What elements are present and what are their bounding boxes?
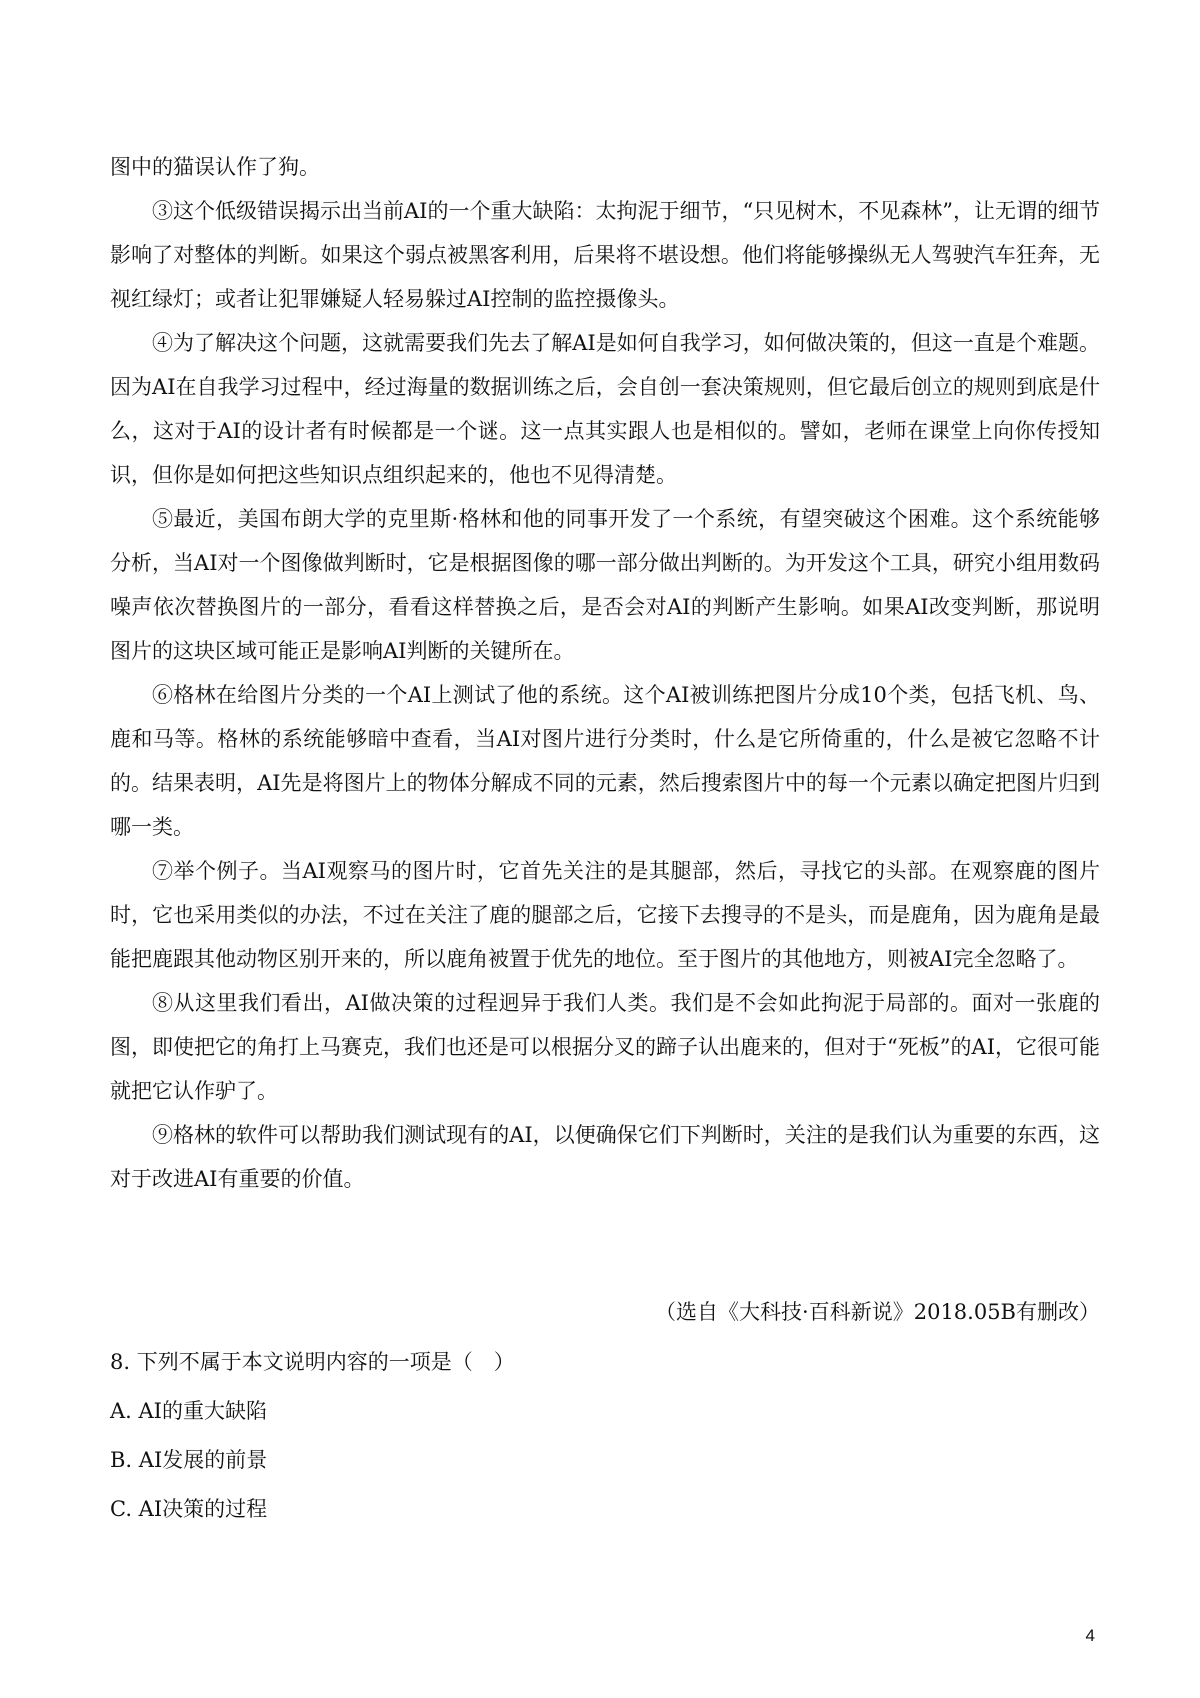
option-c[interactable]: C. AI决策的过程 [110, 1497, 268, 1521]
paragraph-3: ③这个低级错误揭示出当前AI的一个重大缺陷：太拘泥于细节，“只见树木，不见森林”，让无谓的细节影响了对整体的判断。如果这个弱点被黑客利用，后果将不堪设想。他们将能够操纵无人驾驶汽车狂奔，无视红绿灯；或者让犯罪嫌疑人轻易躲过AI控制的监控摄像头。 [110, 199, 1100, 311]
page-number: 4 [1085, 1626, 1095, 1645]
paragraph-4: ④为了解决这个问题，这就需要我们先去了解AI是如何自我学习，如何做决策的，但这一直是个难题。因为AI在自我学习过程中，经过海量的数据训练之后，会自创一套决策规则，但它最后创立的规则到底是什么，这对于AI的设计者有时候都是一个谜。这一点其实跟人也是相似的。譬如，老师在课堂上向你传授知识，但你是如何把这些知识点组织起来的，他也不见得清楚。 [110, 331, 1100, 487]
option-b[interactable]: B. AI发展的前景 [110, 1448, 268, 1472]
paragraph-9: ⑨格林的软件可以帮助我们测试现有的AI，以便确保它们下判断时，关注的是我们认为重要的东西，这对于改进AI有重要的价值。 [110, 1123, 1100, 1191]
source-citation: （选自《大科技·百科新说》2018.05B有删改） [655, 1300, 1100, 1324]
paragraph-6: ⑥格林在给图片分类的一个AI上测试了他的系统。这个AI被训练把图片分成10个类，包括飞机、鸟、鹿和马等。格林的系统能够暗中查看，当AI对图片进行分类时，什么是它所倚重的，什么是被它忽略不计的。结果表明，AI先是将图片上的物体分解成不同的元素，然后搜索图片中的每一个元素以确定把图片归到哪一类。 [110, 683, 1100, 839]
question-8 [110, 1338, 1100, 1534]
option-a[interactable]: A. AI的重大缺陷 [110, 1399, 267, 1423]
paragraph-continuation: 图中的猫误认作了狗。 [110, 155, 320, 179]
paragraph-5: ⑤最近，美国布朗大学的克里斯·格林和他的同事开发了一个系统，有望突破这个困难。这个系统能够分析，当AI对一个图像做判断时，它是根据图像的哪一部分做出判断的。为开发这个工具，研究小组用数码噪声依次替换图片的一部分，看看这样替换之后，是否会对AI的判断产生影响。如果AI改变判断，那说明图片的这块区域可能正是影响AI判断的关键所在。 [110, 507, 1100, 663]
paragraph-7: ⑦举个例子。当AI观察马的图片时，它首先关注的是其腿部，然后，寻找它的头部。在观察鹿的图片时，它也采用类似的办法，不过在关注了鹿的腿部之后，它接下去搜寻的不是头，而是鹿角，因为鹿角是最能把鹿跟其他动物区别开来的，所以鹿角被置于优先的地位。至于图片的其他地方，则被AI完全忽略了。 [110, 859, 1100, 971]
paragraph-8: ⑧从这里我们看出，AI做决策的过程迥异于我们人类。我们是不会如此拘泥于局部的。面对一张鹿的图，即使把它的角打上马赛克，我们也还是可以根据分叉的蹄子认出鹿来的，但对于“死板”的AI，它很可能就把它认作驴了。 [110, 991, 1100, 1103]
article-body [110, 145, 1100, 1201]
question-stem: 8. 下列不属于本文说明内容的一项是（ ） [110, 1350, 515, 1374]
